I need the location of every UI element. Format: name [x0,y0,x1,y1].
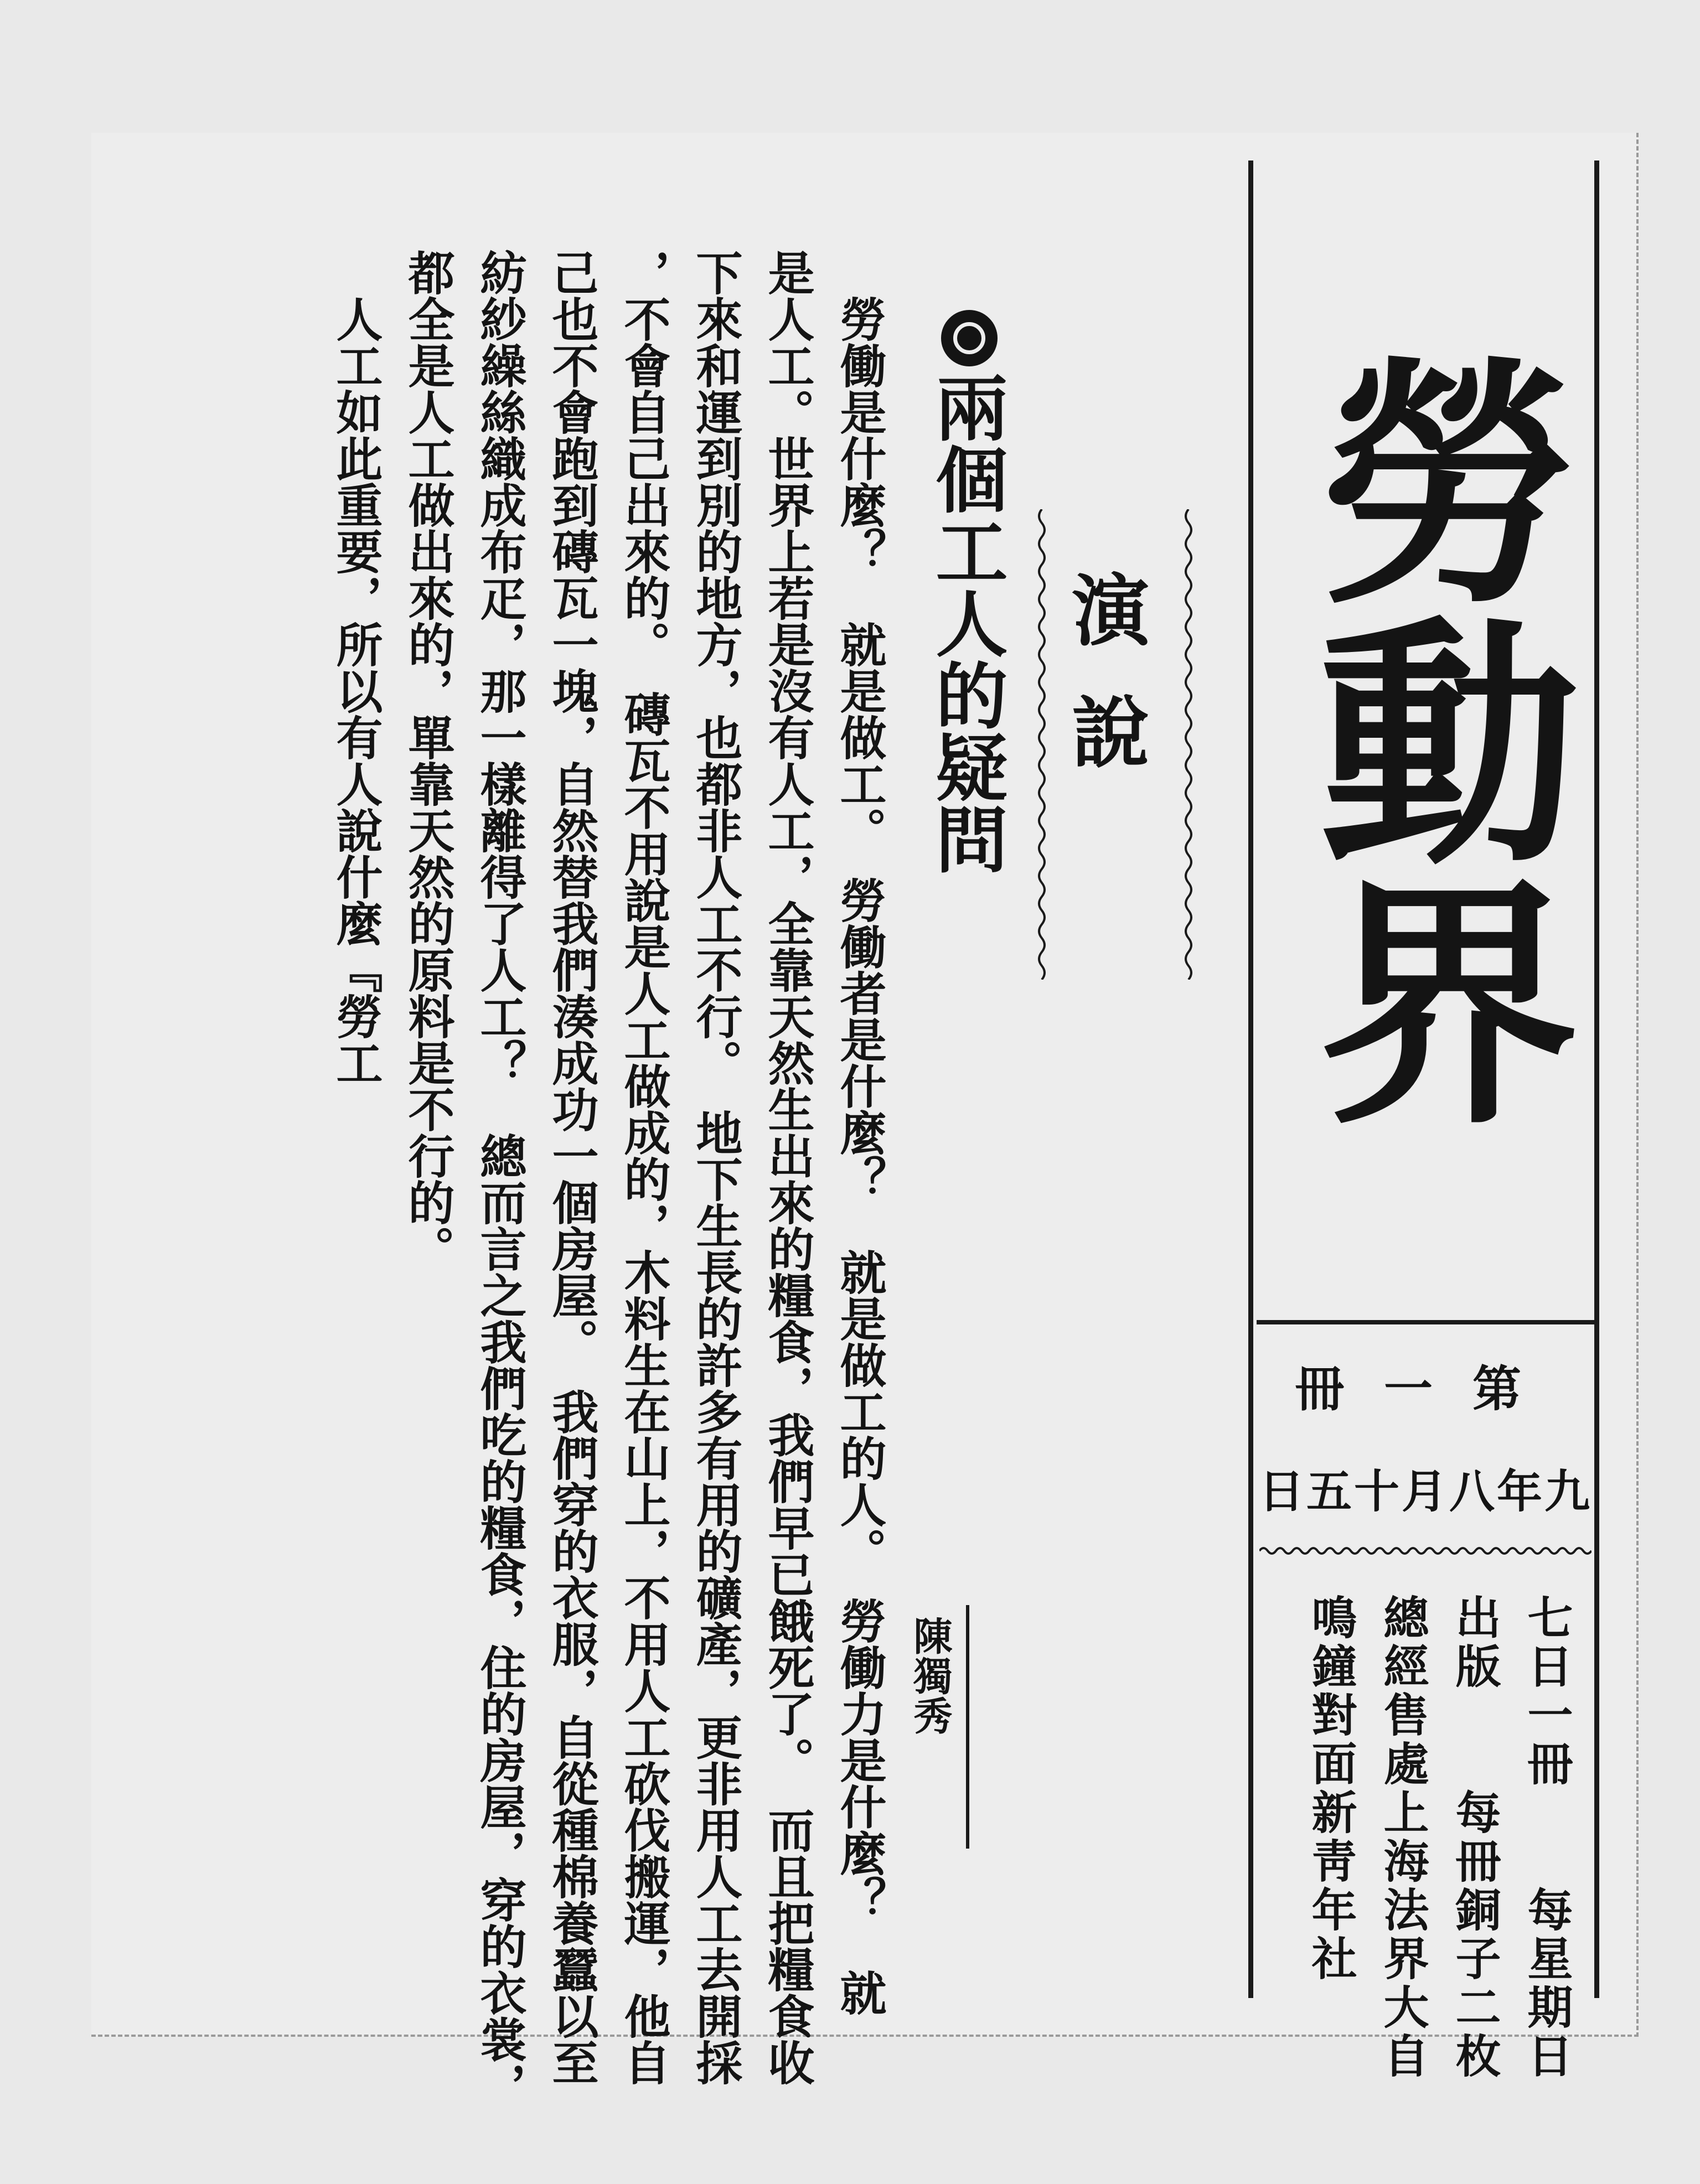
article-body-column: 人工如此重要，所以有人說什麼『勞工 [329,249,384,1086]
publication-line: 鳴鐘對面新靑年社 [1304,1594,1357,1984]
publication-line: 出版 每冊銅子二枚 [1448,1594,1501,2081]
article-body-column: 是人工。世界上若是沒有人工，全靠天然生出來的糧食，我們早已餓死了。 而且把糧食收 [761,249,815,2085]
article-body-column: 己也不會跑到磚瓦一塊，自然替我們湊成功一個房屋。 我們穿的衣服，自從種棉養蠶以至 [545,249,600,2085]
article-body-column: 下來和運到別的地方，也都非人工不行。 地下生長的許多有用的礦產，更非用人工去開採 [689,249,743,2085]
article-body-column: 紡紗繰絲織成布疋，那一樣離得了人工？ 總而言之我們吃的糧食，住的房屋，穿的衣裳， [473,249,528,2109]
article-title: 兩個工人的疑問 [924,371,1009,874]
article-author: 陳獨秀 [907,1616,953,1736]
article-body-column: 都全是人工做出來的，單靠天然的原料是不行的。 [401,249,456,1272]
article-body-column: ，不會自己出來的。 磚瓦不用說是人工做成的，木料生在山上，不用人工砍伐搬運，他自 [617,249,671,2085]
author-rule [966,1605,969,1849]
bullet-mark-icon [941,310,998,366]
masthead-left-rule [1248,161,1253,1998]
section-wavy-rule-left [1035,509,1048,980]
publication-line: 七日一冊 每星期日 [1520,1594,1573,2081]
section-wavy-rule-right [1182,509,1195,980]
section-title: 演說 [1059,570,1150,814]
issue-label: 第一冊 [1295,1360,1561,1417]
masthead-title: 勞動界 [1275,349,1581,1129]
masthead-right-rule [1594,161,1599,1998]
article-body-column: 勞働是什麼？ 就是做工。 勞働者是什麼？ 就是做工的人。 勞働力是什麼？ 就 [833,249,887,2016]
issue-date: 九年八月十五日 [1258,1465,1592,1518]
masthead-wavy-rule [1259,1544,1592,1557]
masthead-divider-rule [1257,1320,1595,1324]
publication-line: 總經售處上海法界大自 [1376,1594,1429,2081]
